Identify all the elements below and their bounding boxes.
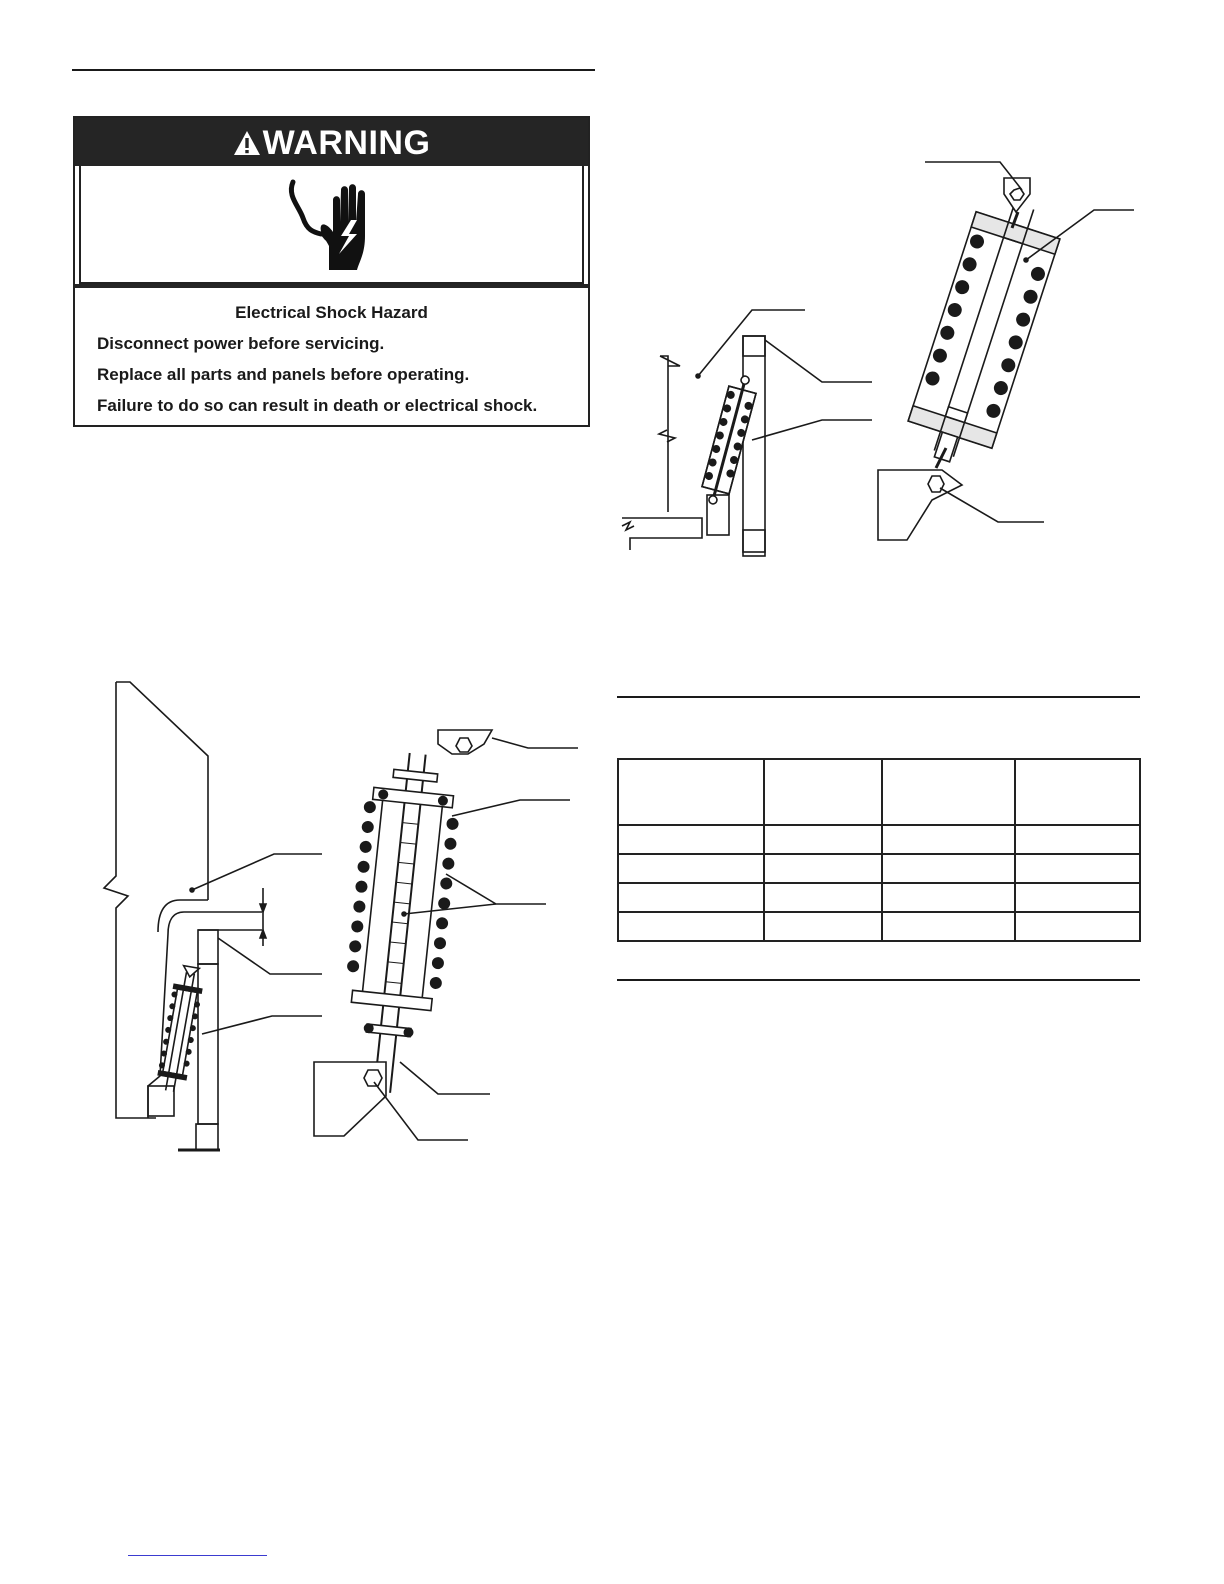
table-cell [764,825,882,854]
table-cell [882,825,1015,854]
section-rule-top [72,69,595,71]
table-row [618,825,1140,854]
warning-header [75,118,588,166]
warning-line-1: Disconnect power before servicing. [97,334,385,353]
table-row [618,883,1140,912]
warning-title: Electrical Shock Hazard [235,303,428,322]
table-cell [1015,854,1140,883]
hinge-spring-figure [100,676,590,1156]
table-cell [882,854,1015,883]
warning-divider [75,284,588,288]
table-header-cell [882,759,1015,825]
table-cell [1015,883,1140,912]
table-header-row [618,759,1140,825]
warning-box [73,116,590,427]
table-cell [764,883,882,912]
table-cell [618,825,764,854]
warning-line-3: Failure to do so can result in death or electrical shock. [97,396,538,415]
warning-heading: WARNING [262,124,431,162]
warning-triangle-icon [233,120,261,170]
table-cell [1015,825,1140,854]
table-header-cell [1015,759,1140,825]
footer-link-underline[interactable] [128,1555,267,1556]
section-rule-table-bottom [617,979,1140,981]
table-cell [882,912,1015,941]
table-cell [1015,912,1140,941]
spec-table [617,758,1141,942]
table-cell [618,883,764,912]
table-row [618,912,1140,941]
table-cell [764,854,882,883]
table-cell [882,883,1015,912]
table-header-cell [618,759,764,825]
table-cell [618,912,764,941]
section-rule-table-top [617,696,1140,698]
table-row [618,854,1140,883]
table-cell [618,854,764,883]
warning-line-2: Replace all parts and panels before operating. [97,365,470,384]
damper-assembly-figure [612,150,1142,560]
table-cell [764,912,882,941]
electrical-shock-hand-icon [281,176,401,272]
warning-icon-area [79,166,584,284]
table-header-cell [764,759,882,825]
